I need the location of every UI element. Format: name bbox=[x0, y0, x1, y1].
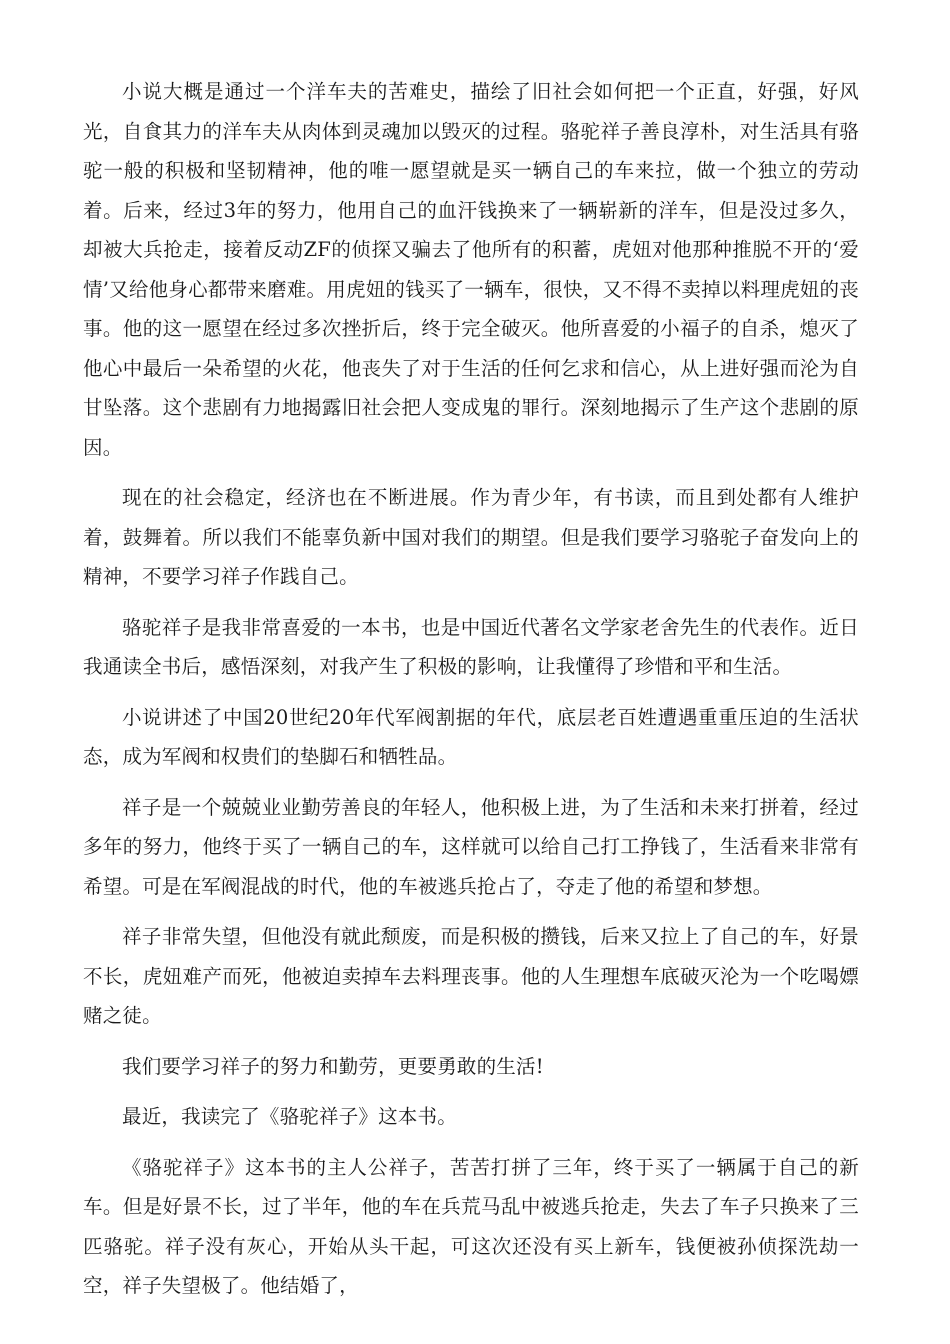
paragraph-5: 祥子是一个兢兢业业勤劳善良的年轻人，他积极上进，为了生活和未来打拼着，经过多年的努力，他终于买了一辆自己的车，这样就可以给自己打工挣钱了，生活看来非常有希望。可是在军阀混战的时代，他的车被逃兵抢占了，夺走了他的希望和梦想。 bbox=[83, 795, 859, 898]
paragraph-6: 祥子非常失望，但他没有就此颓废，而是积极的攒钱，后来又拉上了自己的车，好景不长，虎妞难产而死，他被迫卖掉车去料理丧事。他的人生理想车底破灭沦为一个吃喝嫖赌之徒。 bbox=[83, 925, 859, 1027]
paragraph-1: 小说大概是通过一个洋车夫的苦难史，描绘了旧社会如何把一个正直，好强，好风光，自食其力的洋车夫从肉体到灵魂加以毁灭的过程。骆驼祥子善良淳朴，对生活具有骆驼一般的积极和坚韧精神，他的唯一愿望就是买一辆自己的车来拉，做一个独立的劳动着。后来，经过3年的努力，他用自己的血汗钱换来了一辆崭新的洋车，但是没过多久，却被大兵抢走，接着反动ZF的侦探又骗去了他所有的积蓄，虎妞对他那种推脱不开的‘爱情’又给他身心都带来磨难。用虎妞的钱买了一辆车，很快，又不得不卖掉以料理虎妞的丧事。他的这一愿望在经过多次挫折后，终于完全破灭。他所喜爱的小福子的自杀，熄灭了他心中最后一朵希望的火花，他丧失了对于生活的任何乞求和信心，从上进好强而沦为自甘坠落。这个悲剧有力地揭露旧社会把人变成鬼的罪行。深刻地揭示了生产这个悲剧的原因。 bbox=[83, 80, 859, 459]
document-body bbox=[83, 72, 859, 1317]
paragraph-3: 骆驼祥子是我非常喜爱的一本书，也是中国近代著名文学家老舍先生的代表作。近日我通读全书后，感悟深刻，对我产生了积极的影响，让我懂得了珍惜和平和生活。 bbox=[83, 615, 859, 678]
paragraph-8: 最近，我读完了《骆驼祥子》这本书。 bbox=[122, 1105, 457, 1128]
paragraph-2: 现在的社会稳定，经济也在不断进展。作为青少年，有书读，而且到处都有人维护着，鼓舞着。所以我们不能辜负新中国对我们的期望。但是我们要学习骆驼子奋发向上的精神，不要学习祥子作践自己。 bbox=[83, 486, 859, 588]
paragraph-4: 小说讲述了中国20世纪20年代军阀割据的年代，底层老百姓遭遇重重压迫的生活状态，成为军阀和权贵们的垫脚石和牺牲品。 bbox=[83, 705, 859, 768]
paragraph-7: 我们要学习祥子的努力和勤劳，更要勇敢的生活! bbox=[122, 1054, 544, 1078]
paragraph-9: 《骆驼祥子》这本书的主人公祥子，苦苦打拼了三年，终于买了一辆属于自己的新车。但是好景不长，过了半年，他的车在兵荒马乱中被逃兵抢走，失去了车子只换来了三匹骆驼。祥子没有灰心，开始从头干起，可这次还没有买上新车，钱便被孙侦探洗劫一空，祥子失望极了。他结婚了， bbox=[83, 1155, 859, 1297]
